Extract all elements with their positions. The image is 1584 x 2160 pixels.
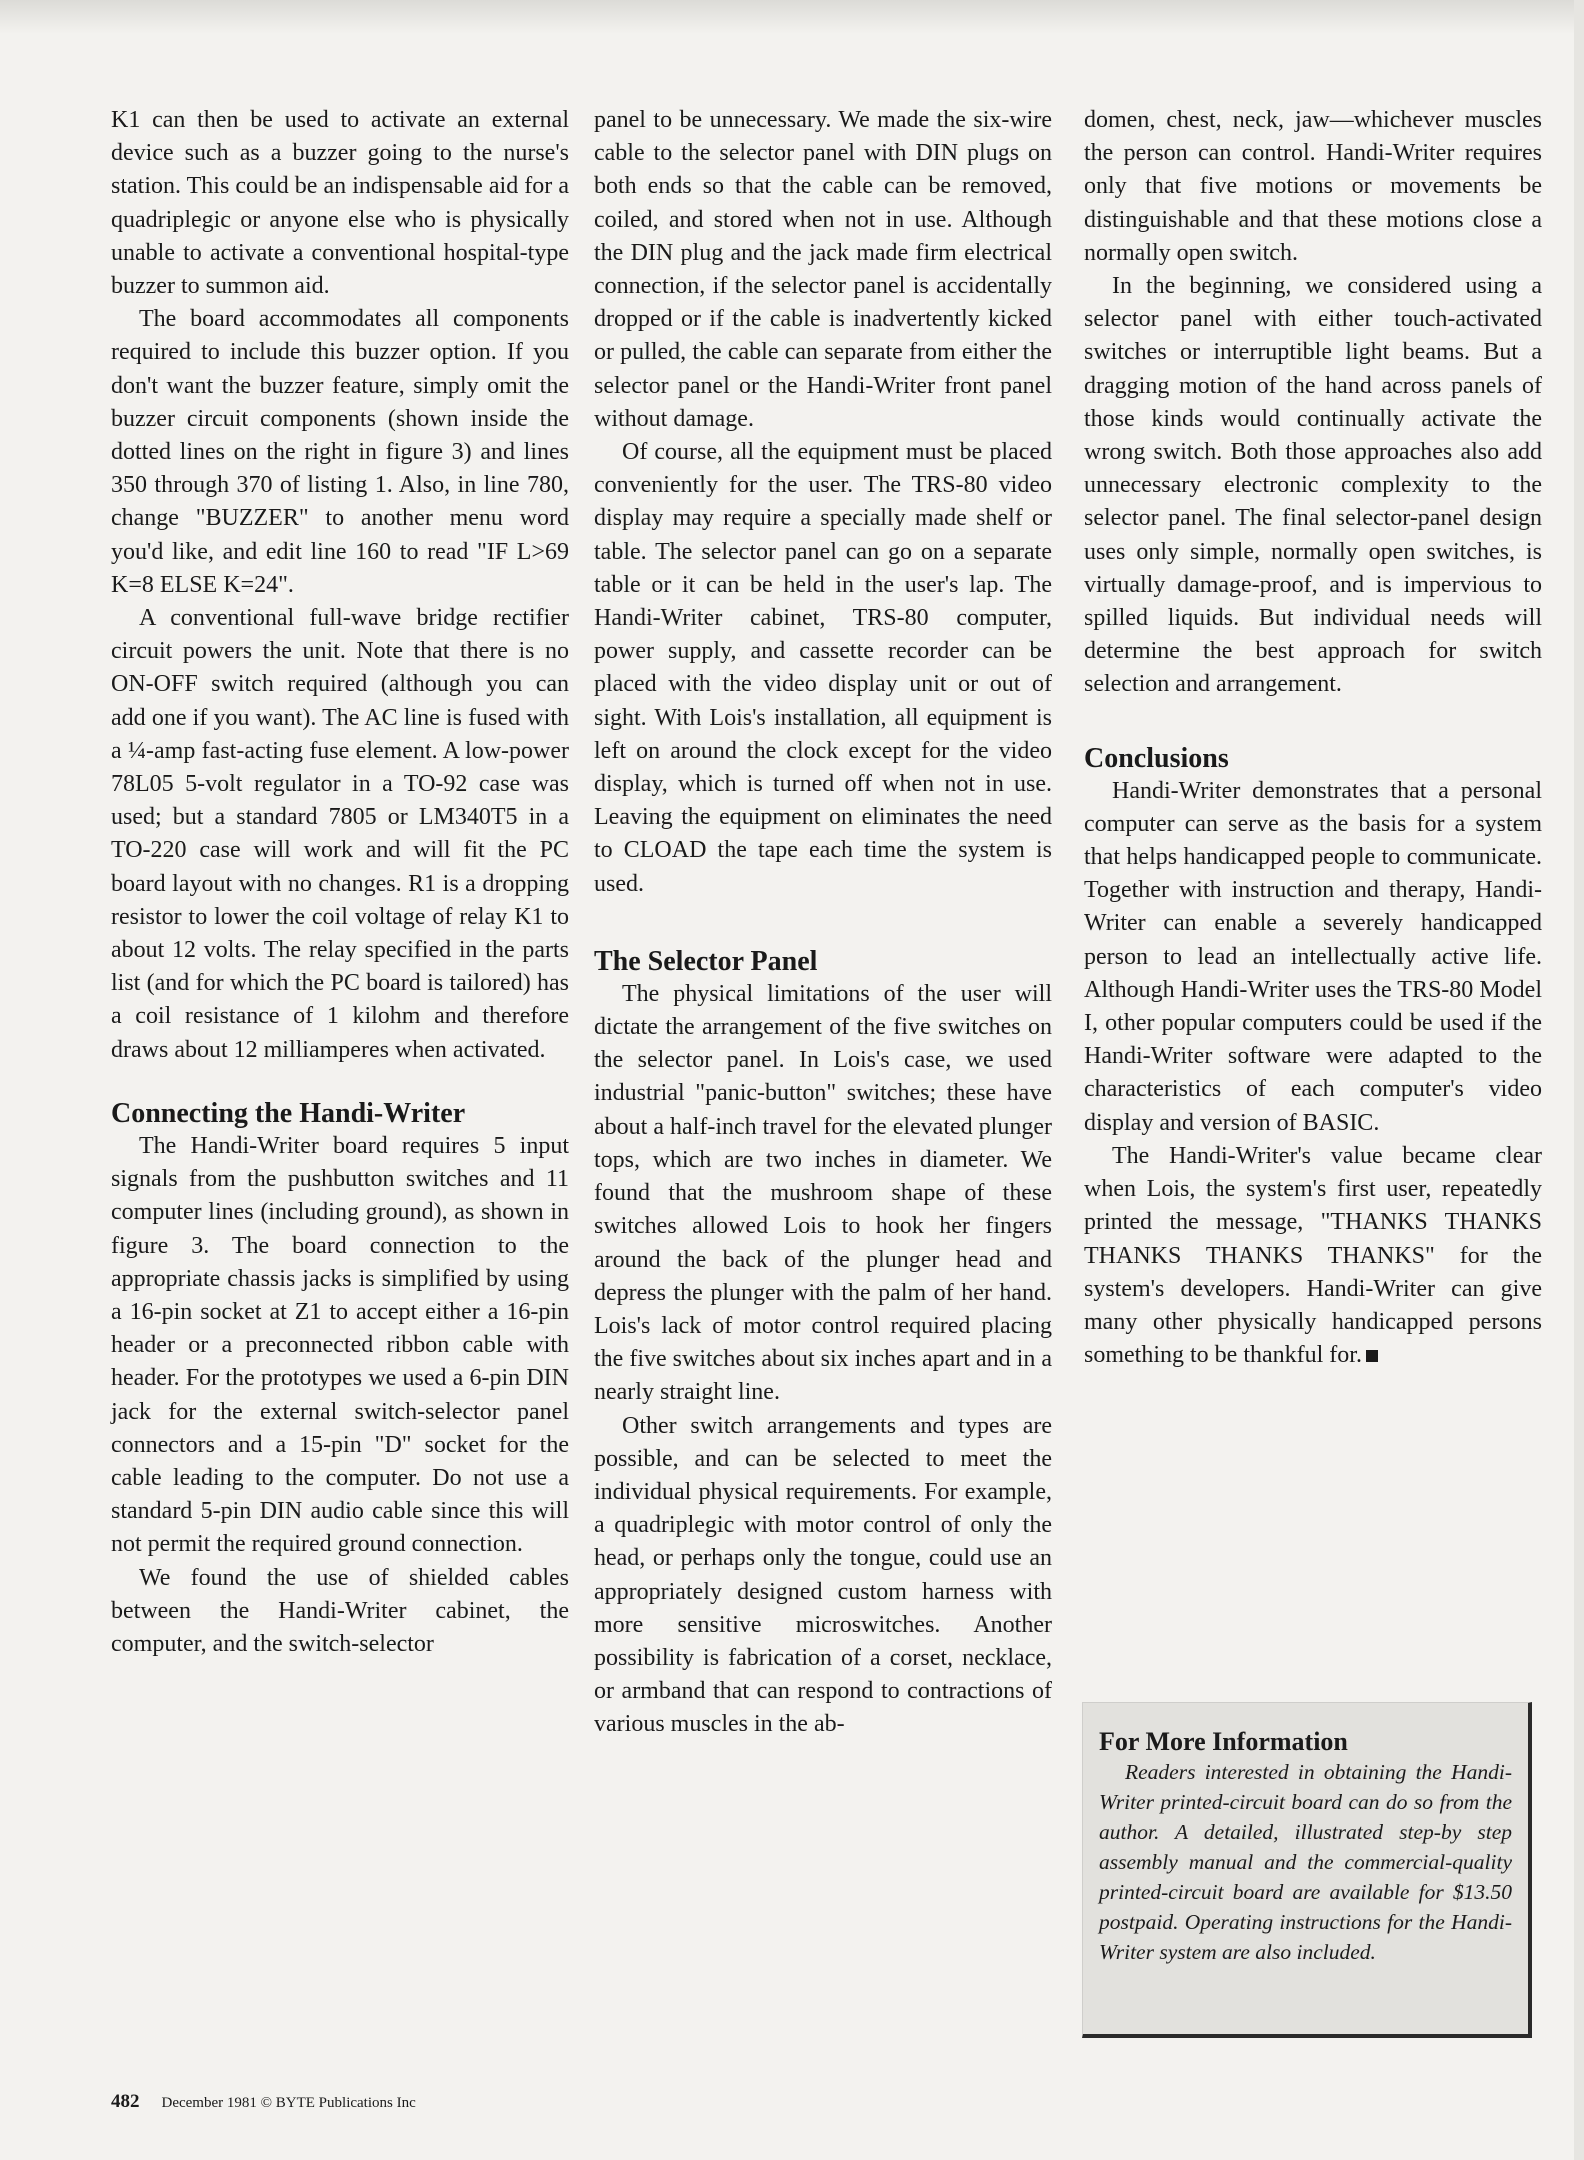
paragraph: domen, chest, neck, jaw—whichever muscles the person can control. Handi-Writer requires only that five motions or movements be distinguishable and that these motions close a normally open switch. bbox=[1084, 107, 1542, 266]
end-of-article-mark bbox=[1366, 1350, 1378, 1362]
info-box-title: For More Information bbox=[1099, 1727, 1348, 1756]
paragraph: Other switch arrangements and types are possible, and can be selected to meet the individual physical requirements. For example, a quadriplegic with motor control of only the head, or perhaps only the tongue, could use an appropriately designed custom harness with more sensitive microswitches. Another possibility is fabrication of a corset, necklace, or armband that can respond to contractions of various muscles in the ab- bbox=[594, 1412, 1052, 1738]
section-heading-selector-panel: The Selector Panel bbox=[594, 945, 818, 977]
paragraph-final bbox=[1084, 1140, 1542, 1372]
text-column-3 bbox=[1084, 104, 1542, 1372]
paragraph: The board accommodates all components required to include this buzzer option. If you don't want the buzzer feature, simply omit the buzzer circuit components (shown inside the dotted lines on the right in figure 3) and lines 350 through 370 of listing 1. Also, in line 780, change "BUZZER" to another menu word you'd like, and edit line 160 to read "IF L>69 K=8 ELSE K=24". bbox=[111, 306, 569, 598]
info-box-body: Readers interested in obtaining the Handi-Writer printed-circuit board can do so from the author. A detailed, illustrated step-by step assembly manual and the commercial-quality printed-circuit board are available for $13.50 postpaid. Operating instructions for the Handi-Writer system are also included. bbox=[1099, 1760, 1512, 1964]
paragraph: panel to be unnecessary. We made the six-wire cable to the selector panel with DIN plugs on both ends so that the cable can be removed, coiled, and stored when not in use. Although the DIN plug and the jack made firm electrical connection, if the selector panel is accidentally dropped or if the cable is inadvertently kicked or pulled, the cable can separate from either the selector panel or the Handi-Writer front panel without damage. bbox=[594, 107, 1052, 432]
paragraph: K1 can then be used to activate an external device such as a buzzer going to the nurse's station. This could be an indispensable aid for a quadriplegic or anyone else who is physically unable to activate a conventional hospital-type buzzer to summon aid. bbox=[111, 107, 569, 300]
page-footer bbox=[111, 2092, 416, 2113]
text-column-1 bbox=[111, 104, 569, 1661]
paragraph: In the beginning, we considered using a selector panel with either touch-activated switches or interruptible light beams. But a dragging motion of the hand across panels of those kinds would continually activate the wrong switch. Both those approaches also add unnecessary electronic complexity to the selector panel. The final selector-panel design uses only simple, normally open switches, is virtually damage-proof, and is impervious to spilled liquids. But individual needs will determine the best approach for switch selection and arrangement. bbox=[1084, 273, 1542, 698]
more-information-box bbox=[1082, 1702, 1532, 2038]
paragraph: A conventional full-wave bridge rectifier circuit powers the unit. Note that there is no ON-OFF switch required (although you can add one if you want). The AC line is fused with a ¼-amp fast-acting fuse element. A low-power 78L05 5-volt regulator in a TO-92 case was used; but a standard 7805 or LM340T5 in a TO-220 case will work and will fit the PC board layout with no changes. R1 is a dropping resistor to lower the coil voltage of relay K1 to about 12 volts. The relay specified in the parts list (and for which the PC board is tailored) has a coil resistance of 1 kilohm and therefore draws about 12 milliamperes when activated. bbox=[111, 605, 569, 1063]
paragraph: We found the use of shielded cables between the Handi-Writer cabinet, the computer, and the switch-selector bbox=[111, 1564, 569, 1657]
issue-credit: December 1981 © BYTE Publications Inc bbox=[161, 2095, 416, 2111]
paragraph: The physical limitations of the user will dictate the arrangement of the five switches on the selector panel. In Lois's case, we used industrial "panic-button" switches; these have about a half-inch travel for the elevated plunger tops, which are two inches in diameter. We found that the mushroom shape of these switches allowed Lois to hook her fingers around the back of the plunger head and depress the plunger with the palm of her hand. Lois's lack of motor control required placing the five switches about six inches apart and in a nearly straight line. bbox=[594, 980, 1052, 1406]
page-number: 482 bbox=[111, 2091, 140, 2112]
paragraph: Handi-Writer demonstrates that a personal computer can serve as the basis for a system that helps handicapped people to communicate. Together with instruction and therapy, Handi-Writer can enable a severely handicapped person to lead an intellectually active life. Although Handi-Writer uses the TRS-80 Model I, other popular computers could be used if the Handi-Writer software were adapted to the characteristics of each computer's video display and version of BASIC. bbox=[1084, 777, 1542, 1136]
paragraph-final-text: The Handi-Writer's value became clear when Lois, the system's first user, repeatedly printed the message, "THANKS THANKS THANKS THANKS THANKS" for the system's developers. Handi-Writer can give many other physically handicapped persons something to be thankful for. bbox=[1084, 1142, 1542, 1369]
section-heading-conclusions: Conclusions bbox=[1084, 742, 1229, 774]
text-column-2 bbox=[594, 104, 1052, 1742]
section-heading-connecting: Connecting the Handi-Writer bbox=[111, 1097, 466, 1129]
scan-right-edge bbox=[1574, 0, 1584, 2160]
paragraph: Of course, all the equipment must be placed conveniently for the user. The TRS-80 video display may require a specially made shelf or table. The selector panel can go on a separate table or it can be held in the user's lap. The Handi-Writer cabinet, TRS-80 computer, power supply, and cassette recorder can be placed with the video display unit or out of sight. With Lois's installation, all equipment is left on around the clock except for the video display, which is turned off when not in use. Leaving the equipment on eliminates the need to CLOAD the tape each time the system is used. bbox=[594, 439, 1052, 897]
scan-top-shadow bbox=[0, 0, 1584, 34]
paragraph: The Handi-Writer board requires 5 input signals from the pushbutton switches and 11 computer lines (including ground), as shown in figure 3. The board connection to the appropriate chassis jacks is simplified by using a 16-pin socket at Z1 to accept either a 16-pin header or a preconnected ribbon cable with header. For the prototypes we used a 6-pin DIN jack for the external switch-selector panel connectors and a 15-pin "D" socket for the cable leading to the computer. Do not use a standard 5-pin DIN audio cable since this will not permit the required ground connection. bbox=[111, 1132, 569, 1558]
